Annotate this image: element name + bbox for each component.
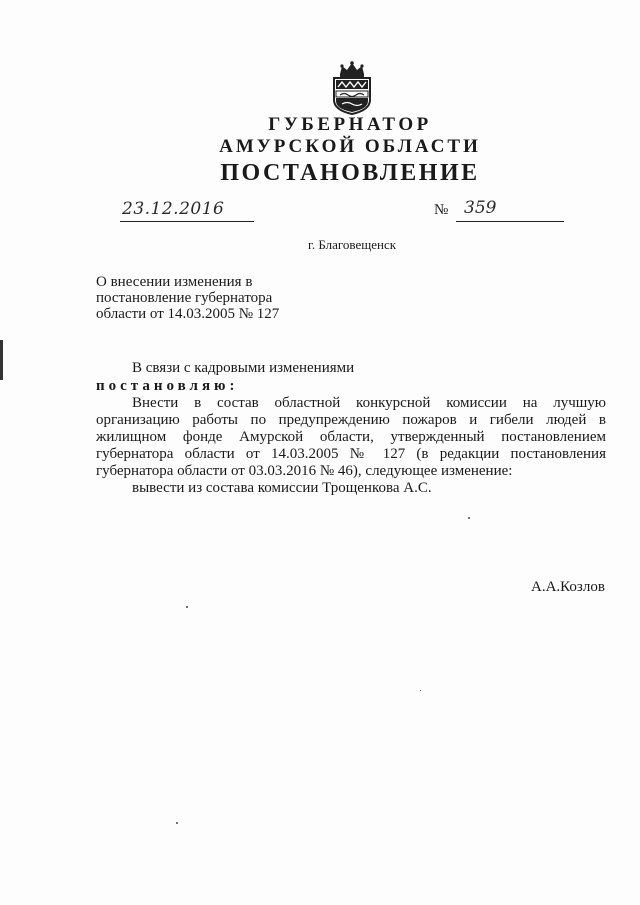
signatory-name: А.А.Козлов xyxy=(531,579,605,595)
subject-block xyxy=(96,274,279,322)
subject-line: О внесении изменения в xyxy=(96,274,253,290)
decree-word: постановляю: xyxy=(96,378,239,394)
paragraph-line: Внести в состав областной конкурсной комиссии на лучшую xyxy=(132,395,606,411)
number-label: № xyxy=(434,202,449,218)
decree-paragraph xyxy=(96,395,606,480)
city: г. Благовещенск xyxy=(308,237,397,252)
coat-of-arms-icon xyxy=(328,60,376,116)
date-field xyxy=(120,201,254,222)
number-handwritten: 359 xyxy=(464,198,497,218)
issuer-title: ГУБЕРНАТОР xyxy=(268,114,432,135)
scan-edge-mark xyxy=(0,340,3,380)
reason-line: В связи с кадровыми изменениями xyxy=(132,360,355,376)
subject-line: области от 14.03.2005 № 127 xyxy=(96,306,280,322)
paragraph-line: жилищном фонде Амурской области, утвержденный постановлением xyxy=(96,429,606,445)
scan-speck xyxy=(420,690,421,691)
subject-line: постановление губернатора xyxy=(96,290,273,306)
action-line: вывести из состава комиссии Трощенкова А.С. xyxy=(132,480,432,496)
paragraph-line: губернатора области от 14.03.2005 № 127 (в редакции постановления xyxy=(96,446,606,462)
scan-speck xyxy=(468,517,470,519)
date-handwritten: 23.12.2016 xyxy=(122,199,225,219)
scan-speck xyxy=(176,822,178,824)
issuer-region: АМУРСКОЙ ОБЛАСТИ xyxy=(219,136,481,157)
paragraph-line: организацию работы по предупреждению пожаров и гибели людей в xyxy=(96,412,606,428)
number-field xyxy=(456,198,564,222)
document-type: ПОСТАНОВЛЕНИЕ xyxy=(220,160,480,186)
scan-speck xyxy=(186,606,188,608)
paragraph-line: губернатора области от 03.03.2016 № 46), следующее изменение: xyxy=(96,463,513,479)
